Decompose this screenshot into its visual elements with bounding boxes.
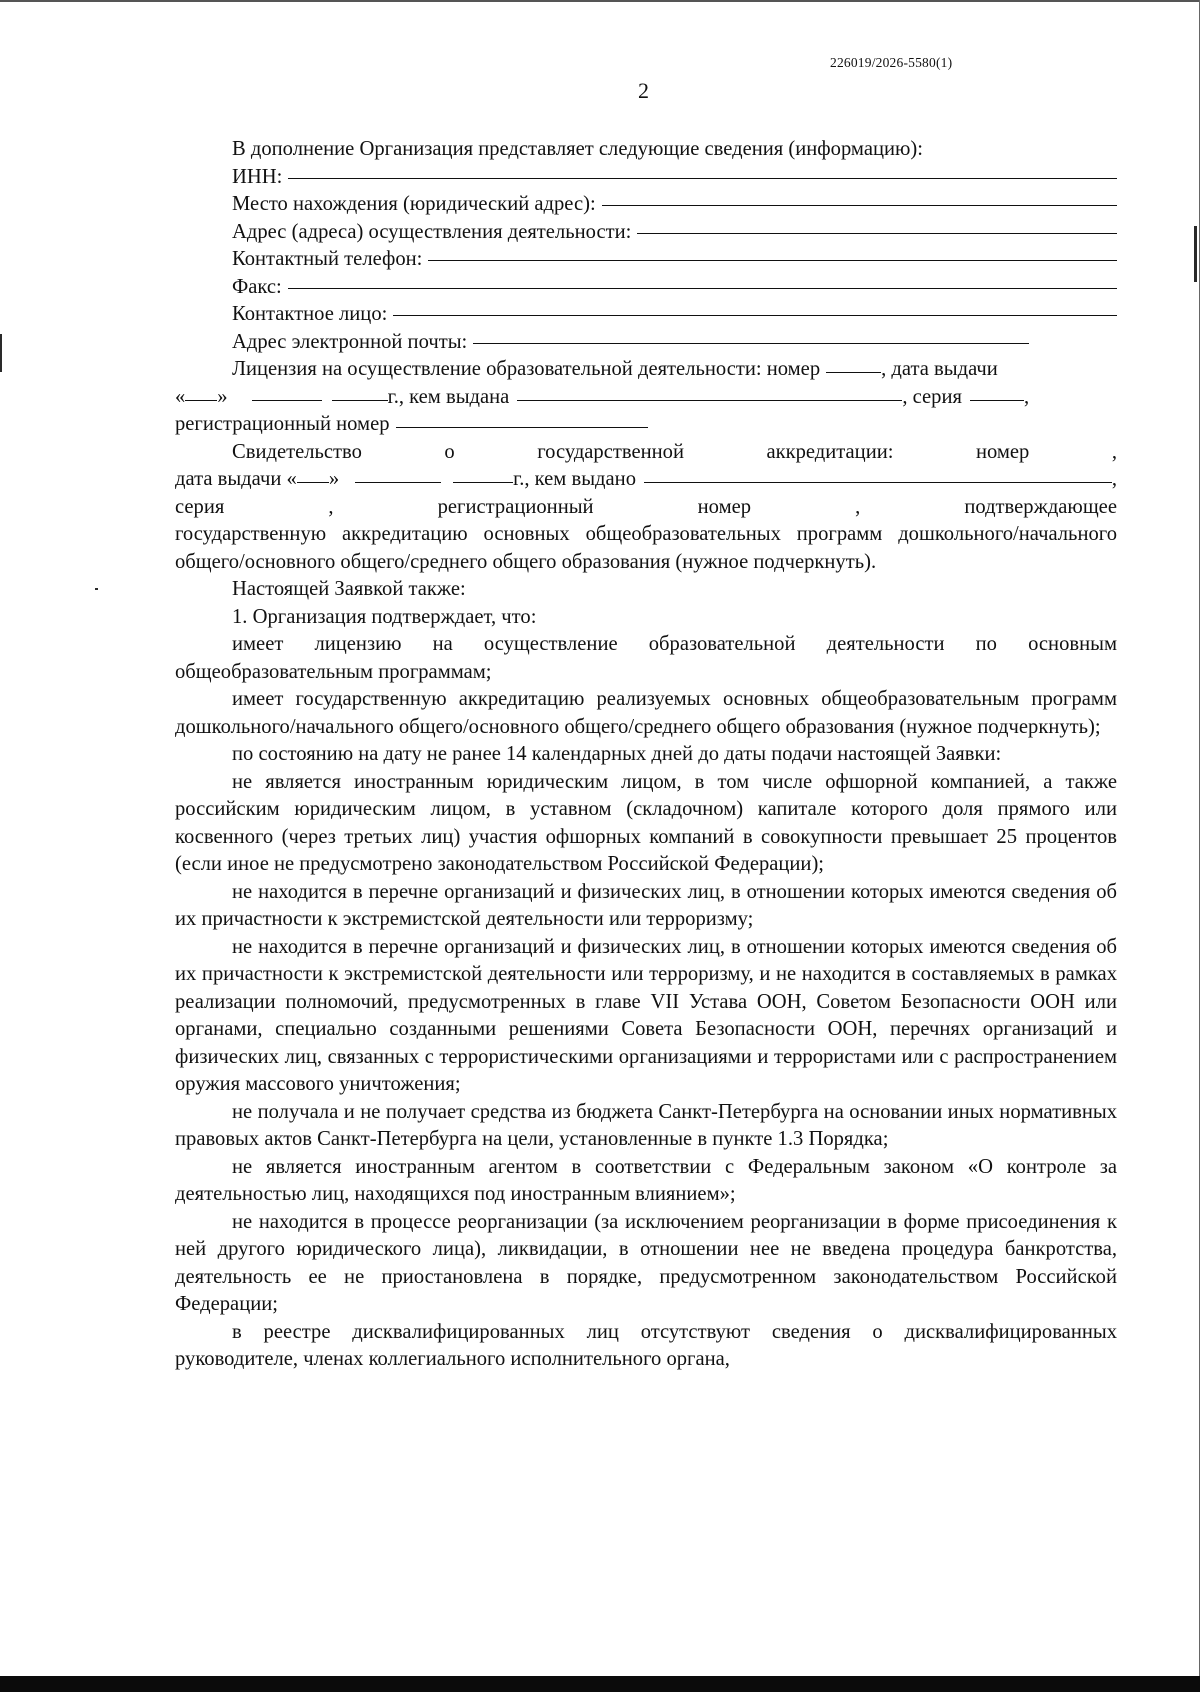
- contact-person-label: Контактное лицо:: [232, 303, 388, 325]
- scan-edge-top: [0, 0, 1200, 2]
- inn-field: [175, 164, 1117, 192]
- scan-dot: [95, 588, 98, 590]
- accreditation-word-5: номер: [975, 440, 1030, 463]
- scan-mark-left: [0, 334, 2, 372]
- paragraph-reorganization: не находится в процессе реорганизации (за исключением реорганизации в форме присоединения к ней другого юридического лица), ликвидации, в отношении нее не введена процедура банкротства, деятельность ее не приостановлена в порядке, предусмотренном законодательством Российской Федерации;: [175, 1210, 1117, 1315]
- accreditation-year-blank[interactable]: [453, 464, 513, 483]
- license-issued-by-label: г., кем выдана: [387, 385, 510, 408]
- accreditation-series-label: серия: [175, 495, 225, 518]
- phone-field: [175, 246, 1117, 274]
- license-line-3: [175, 411, 1117, 439]
- accreditation-day-blank[interactable]: [297, 464, 329, 483]
- paragraph-date-condition: по состоянию на дату не ранее 14 календарных дней до даты подачи настоящей Заявки:: [232, 743, 1002, 765]
- license-issue-date-label: , дата выдачи: [881, 358, 998, 380]
- license-year-blank[interactable]: [332, 382, 388, 401]
- license-reg-number-label: регистрационный номер: [175, 413, 390, 435]
- accreditation-line-1: [175, 439, 1117, 467]
- accreditation-reg-group: [855, 494, 860, 522]
- contact-person-blank[interactable]: [393, 315, 1117, 316]
- accreditation-reg-word: регистрационный: [437, 495, 594, 518]
- license-series-blank[interactable]: [970, 382, 1024, 401]
- paragraph-accreditation: имеет государственную аккредитацию реализуемых основных общеобразовательным программ дошкольного/начального общего/основного общего/среднего общего образования (нужное подчеркнуть);: [175, 688, 1117, 738]
- accreditation-line-2: [175, 466, 1117, 494]
- paragraph-disqualified: в реестре дисквалифицированных лиц отсутствуют сведения о дисквалифицированных руководителе, членах коллегиального исполнительного органа,: [175, 1320, 1117, 1370]
- email-field: [175, 329, 1117, 357]
- license-day-blank[interactable]: [185, 382, 217, 401]
- scan-mark-right: [1194, 226, 1197, 282]
- accreditation-series-comma: ,: [328, 495, 334, 518]
- paragraph-offshore: не является иностранным юридическим лицом, в том числе офшорной компанией, а также российским юридическим лицом, в уставном (складочном) капитале которого доля прямого или косвенного (через третьих лиц) участия офшорных компаний в совокупности превышает 25 процентов (если иное не предусмотрено законодательством Российской Федерации);: [175, 770, 1117, 875]
- accreditation-line-2-comma: ,: [1111, 468, 1117, 490]
- license-line-1: [175, 356, 1117, 384]
- license-number-blank[interactable]: [826, 354, 881, 373]
- license-issued-by-blank[interactable]: [517, 382, 902, 401]
- inn-label: ИНН:: [232, 165, 283, 188]
- accreditation-word-4: аккредитации:: [766, 440, 894, 463]
- activity-address-field: [175, 219, 1117, 247]
- license-series-comma: ,: [1023, 385, 1030, 408]
- accreditation-word-3: государственной: [537, 440, 684, 463]
- page-number: 2: [638, 78, 649, 103]
- license-quote-close: »: [217, 385, 228, 408]
- accreditation-number-group: [1112, 439, 1117, 467]
- fax-label: Факс:: [232, 275, 282, 298]
- paragraph-extremism: не находится в перечне организаций и физических лиц, в отношении которых имеются сведения об их причастности к экстремистской деятельности или терроризму;: [175, 880, 1117, 930]
- document-registration-number: 226019/2026-5580(1): [830, 55, 953, 70]
- accreditation-word-1: Свидетельство: [232, 440, 362, 463]
- activity-address-label: Адрес (адреса) осуществления деятельности:: [232, 220, 632, 243]
- inn-blank[interactable]: [288, 178, 1117, 179]
- license-quote-open: «: [175, 385, 186, 408]
- phone-blank[interactable]: [428, 260, 1117, 261]
- license-line-2: [175, 384, 1117, 412]
- fax-field: [175, 274, 1117, 302]
- accreditation-date-label: дата выдачи «: [175, 468, 297, 490]
- email-label: Адрес электронной почты:: [232, 330, 468, 353]
- accreditation-confirming-word: подтверждающее: [964, 495, 1117, 518]
- intro-paragraph: В дополнение Организация представляет следующие сведения (информацию):: [232, 138, 923, 160]
- legal-address-blank[interactable]: [602, 205, 1117, 206]
- license-month-blank[interactable]: [252, 382, 322, 401]
- paragraph-foreign-agent: не является иностранным агентом в соответствии с Федеральным законом «О контроле за деятельностью лиц, находящихся под иностранным влиянием»;: [175, 1155, 1117, 1205]
- license-reg-number-blank[interactable]: [396, 409, 648, 428]
- paragraph-license: имеет лицензию на осуществление образовательной деятельности по основным общеобразовательным программам;: [175, 633, 1117, 683]
- accreditation-series-group: [328, 494, 333, 522]
- paragraph-item-1: 1. Организация подтверждает, что:: [232, 605, 537, 628]
- scan-edge-bottom: [0, 1676, 1200, 1692]
- fax-blank[interactable]: [288, 288, 1117, 289]
- accreditation-reg-comma: ,: [855, 495, 861, 518]
- accreditation-rest: государственную аккредитацию основных общеобразовательных программ дошкольного/начального общего/основного общего/среднего общего образования (нужное подчеркнуть).: [175, 523, 1117, 573]
- accreditation-month-blank[interactable]: [355, 464, 441, 483]
- legal-address-label: Место нахождения (юридический адрес):: [232, 193, 596, 215]
- phone-label: Контактный телефон:: [232, 248, 423, 270]
- accreditation-quote-close: »: [328, 468, 340, 490]
- accreditation-number-comma: ,: [1111, 440, 1117, 463]
- license-label: Лицензия на осуществление образовательной деятельности: номер: [232, 358, 821, 380]
- paragraph-budget: не получала и не получает средства из бюджета Санкт-Петербурга на основании иных нормативных правовых актов Санкт-Петербурга на цели, установленные в пункте 1.3 Порядка;: [175, 1100, 1117, 1150]
- contact-person-field: [175, 301, 1117, 329]
- accreditation-word-2: о: [444, 440, 455, 463]
- accreditation-issued-by-blank[interactable]: [644, 464, 1112, 483]
- email-blank[interactable]: [473, 343, 1029, 344]
- paragraph-also: Настоящей Заявкой также:: [232, 578, 466, 600]
- legal-address-field: [175, 191, 1117, 219]
- accreditation-number-word: номер: [697, 495, 752, 518]
- accreditation-issued-by-label: г., кем выдано: [513, 468, 636, 490]
- document-body: [175, 136, 1117, 1374]
- license-series-label: , серия: [902, 385, 962, 408]
- accreditation-line-3: [175, 494, 1117, 522]
- paragraph-un-lists: не находится в перечне организаций и физических лиц, в отношении которых имеются сведения об их причастности к экстремистской деятельности или терроризму, и не находится в составляемых в рамках реализации полномочий, предусмотренных в главе VII Устава ООН, Советом Безопасности ООН или органами, специально созданными решениями Совета Безопасности ООН, перечнях организаций и физических лиц, связанных с террористическими организациями и террористами или с распространением оружия массового уничтожения;: [175, 935, 1117, 1095]
- activity-address-blank[interactable]: [637, 233, 1117, 234]
